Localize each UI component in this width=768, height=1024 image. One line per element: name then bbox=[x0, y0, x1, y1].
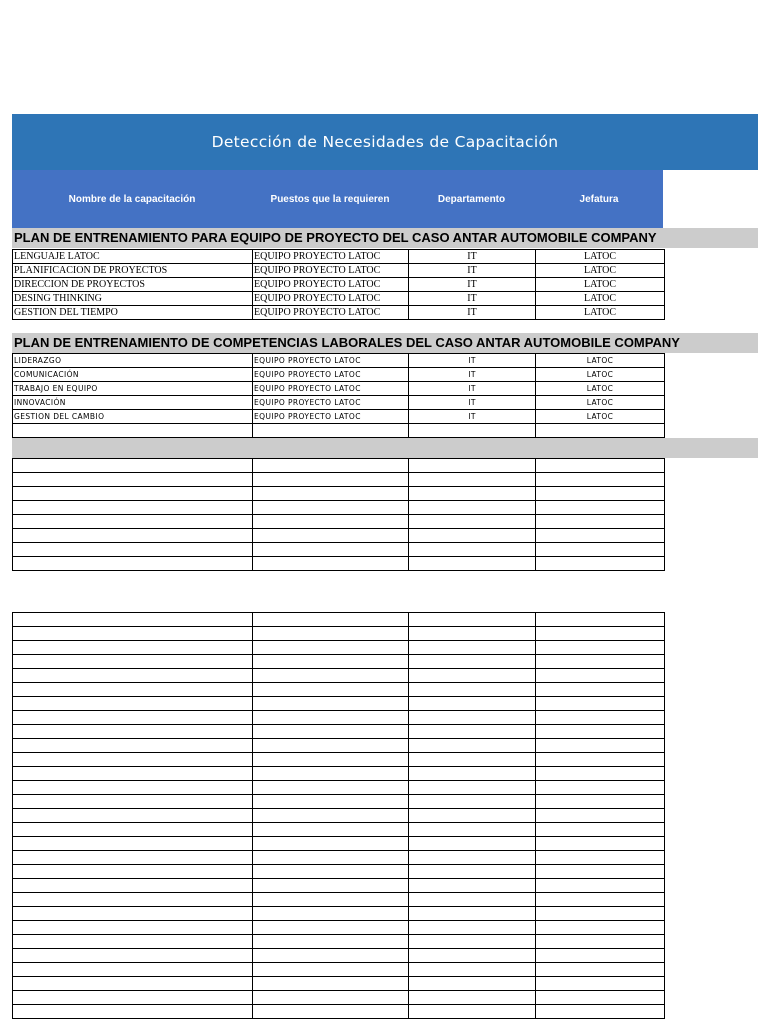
table-cell[interactable] bbox=[253, 907, 409, 921]
table-row bbox=[13, 501, 665, 515]
table-row bbox=[13, 907, 665, 921]
table-cell[interactable] bbox=[536, 669, 665, 683]
table-cell[interactable] bbox=[409, 865, 536, 879]
table-cell[interactable] bbox=[13, 543, 253, 557]
page-title: Detección de Necesidades de Capacitación bbox=[12, 114, 758, 170]
table-cell[interactable] bbox=[536, 893, 665, 907]
table-row bbox=[13, 935, 665, 949]
table-cell[interactable] bbox=[409, 809, 536, 823]
table-row bbox=[13, 963, 665, 977]
table-cell[interactable] bbox=[409, 641, 536, 655]
table-cell[interactable] bbox=[409, 1005, 536, 1019]
table-cell[interactable] bbox=[536, 963, 665, 977]
table-cell[interactable]: IT bbox=[409, 382, 536, 396]
table-cell[interactable] bbox=[536, 459, 665, 473]
table-cell[interactable] bbox=[409, 921, 536, 935]
table-cell[interactable] bbox=[253, 949, 409, 963]
table-row bbox=[13, 781, 665, 795]
table-cell[interactable]: LATOC bbox=[536, 250, 665, 264]
table-row bbox=[13, 459, 665, 473]
table-row bbox=[13, 795, 665, 809]
table-cell[interactable] bbox=[253, 935, 409, 949]
table-cell[interactable] bbox=[536, 515, 665, 529]
table-cell[interactable] bbox=[13, 963, 253, 977]
table-cell[interactable] bbox=[253, 543, 409, 557]
table-row bbox=[13, 306, 665, 320]
table-cell[interactable] bbox=[536, 921, 665, 935]
table-row bbox=[13, 823, 665, 837]
table-row bbox=[13, 865, 665, 879]
table-cell[interactable] bbox=[253, 655, 409, 669]
table-cell[interactable] bbox=[409, 949, 536, 963]
section-heading-project-team: PLAN DE ENTRENAMIENTO PARA EQUIPO DE PROYECTO DEL CASO ANTAR AUTOMOBILE COMPANY bbox=[12, 228, 758, 248]
table-cell[interactable] bbox=[13, 515, 253, 529]
table-row bbox=[13, 949, 665, 963]
table-row bbox=[13, 697, 665, 711]
table-cell[interactable] bbox=[409, 683, 536, 697]
competencies-table bbox=[12, 353, 665, 438]
table-row bbox=[13, 921, 665, 935]
table-cell[interactable]: EQUIPO PROYECTO LATOC bbox=[253, 306, 409, 320]
table-cell[interactable] bbox=[13, 753, 253, 767]
table-cell[interactable] bbox=[253, 823, 409, 837]
table-cell[interactable] bbox=[253, 711, 409, 725]
table-cell[interactable] bbox=[13, 837, 253, 851]
table-row bbox=[13, 977, 665, 991]
table-cell[interactable] bbox=[409, 529, 536, 543]
table-cell[interactable] bbox=[253, 697, 409, 711]
table-cell[interactable] bbox=[536, 753, 665, 767]
table-cell[interactable] bbox=[253, 739, 409, 753]
table-cell[interactable] bbox=[253, 865, 409, 879]
table-cell[interactable] bbox=[13, 809, 253, 823]
table-cell[interactable] bbox=[409, 851, 536, 865]
table-cell[interactable]: LATOC bbox=[536, 278, 665, 292]
column-header-manager: Jefatura bbox=[579, 193, 619, 205]
table-cell[interactable] bbox=[13, 795, 253, 809]
table-cell[interactable] bbox=[409, 795, 536, 809]
table-cell[interactable] bbox=[536, 613, 665, 627]
table-row bbox=[13, 382, 665, 396]
table-cell[interactable]: LATOC bbox=[536, 368, 665, 382]
table-cell[interactable]: EQUIPO PROYECTO LATOC bbox=[253, 410, 409, 424]
table-cell[interactable] bbox=[409, 543, 536, 557]
table-row bbox=[13, 529, 665, 543]
table-cell[interactable]: LATOC bbox=[536, 410, 665, 424]
table-cell[interactable] bbox=[409, 907, 536, 921]
table-cell[interactable]: EQUIPO PROYECTO LATOC bbox=[253, 368, 409, 382]
table-row bbox=[13, 655, 665, 669]
table-cell[interactable] bbox=[13, 991, 253, 1005]
table-cell[interactable]: IT bbox=[409, 264, 536, 278]
table-cell[interactable] bbox=[536, 1005, 665, 1019]
table-cell[interactable] bbox=[536, 935, 665, 949]
table-cell[interactable] bbox=[536, 529, 665, 543]
table-cell[interactable] bbox=[13, 725, 253, 739]
table-cell[interactable] bbox=[409, 501, 536, 515]
table-row bbox=[13, 711, 665, 725]
table-cell[interactable] bbox=[253, 921, 409, 935]
table-cell[interactable] bbox=[536, 543, 665, 557]
table-row bbox=[13, 410, 665, 424]
table-cell[interactable] bbox=[13, 921, 253, 935]
table-cell[interactable] bbox=[536, 655, 665, 669]
table-cell[interactable]: IT bbox=[409, 250, 536, 264]
table-cell[interactable]: IT bbox=[409, 292, 536, 306]
table-cell[interactable] bbox=[536, 823, 665, 837]
section-heading-competencies: PLAN DE ENTRENAMIENTO DE COMPETENCIAS LABORALES DEL CASO ANTAR AUTOMOBILE COMPANY bbox=[12, 333, 758, 353]
table-cell[interactable] bbox=[409, 977, 536, 991]
table-cell[interactable] bbox=[253, 837, 409, 851]
table-cell[interactable]: EQUIPO PROYECTO LATOC bbox=[253, 264, 409, 278]
table-row bbox=[13, 683, 665, 697]
table-cell[interactable] bbox=[13, 949, 253, 963]
table-row bbox=[13, 641, 665, 655]
table-row bbox=[13, 767, 665, 781]
table-cell[interactable] bbox=[253, 753, 409, 767]
table-cell[interactable] bbox=[13, 669, 253, 683]
table-cell[interactable] bbox=[536, 865, 665, 879]
table-cell[interactable] bbox=[253, 809, 409, 823]
table-cell[interactable] bbox=[409, 459, 536, 473]
table-cell[interactable]: LATOC bbox=[536, 382, 665, 396]
table-cell[interactable]: INNOVACIÓN bbox=[13, 396, 253, 410]
table-cell[interactable]: EQUIPO PROYECTO LATOC bbox=[253, 278, 409, 292]
table-row bbox=[13, 851, 665, 865]
table-cell[interactable]: IT bbox=[409, 306, 536, 320]
table-cell[interactable] bbox=[13, 977, 253, 991]
table-cell[interactable] bbox=[253, 557, 409, 571]
table-cell[interactable] bbox=[409, 823, 536, 837]
table-row bbox=[13, 991, 665, 1005]
empty-table-1 bbox=[12, 458, 665, 571]
project-team-table bbox=[12, 249, 665, 320]
table-cell[interactable] bbox=[13, 627, 253, 641]
table-cell[interactable] bbox=[253, 683, 409, 697]
table-cell[interactable] bbox=[253, 1005, 409, 1019]
table-cell[interactable]: IT bbox=[409, 278, 536, 292]
table-cell[interactable] bbox=[13, 879, 253, 893]
table-row bbox=[13, 809, 665, 823]
table-cell[interactable]: LATOC bbox=[536, 292, 665, 306]
section-heading-empty bbox=[12, 438, 758, 458]
table-cell[interactable] bbox=[536, 697, 665, 711]
table-cell[interactable] bbox=[253, 613, 409, 627]
table-cell[interactable] bbox=[253, 977, 409, 991]
table-cell[interactable]: PLANIFICACION DE PROYECTOS bbox=[13, 264, 253, 278]
table-cell[interactable] bbox=[253, 879, 409, 893]
table-cell[interactable] bbox=[409, 893, 536, 907]
column-header-positions: Puestos que la requieren bbox=[270, 193, 390, 205]
table-cell[interactable]: EQUIPO PROYECTO LATOC bbox=[253, 382, 409, 396]
table-row bbox=[13, 613, 665, 627]
table-cell[interactable] bbox=[536, 501, 665, 515]
table-cell[interactable] bbox=[409, 935, 536, 949]
table-cell[interactable]: EQUIPO PROYECTO LATOC bbox=[253, 292, 409, 306]
table-cell[interactable] bbox=[13, 935, 253, 949]
table-cell[interactable] bbox=[409, 711, 536, 725]
table-cell[interactable] bbox=[13, 711, 253, 725]
table-cell[interactable]: LENGUAJE LATOC bbox=[13, 250, 253, 264]
table-cell[interactable] bbox=[536, 907, 665, 921]
table-cell[interactable] bbox=[409, 424, 536, 438]
table-cell[interactable] bbox=[536, 879, 665, 893]
table-cell[interactable]: GESTION DEL CAMBIO bbox=[13, 410, 253, 424]
table-cell[interactable] bbox=[536, 557, 665, 571]
table-cell[interactable] bbox=[536, 949, 665, 963]
table-cell[interactable]: LIDERAZGO bbox=[13, 354, 253, 368]
table-cell[interactable] bbox=[409, 837, 536, 851]
table-cell[interactable] bbox=[409, 613, 536, 627]
table-cell[interactable] bbox=[13, 683, 253, 697]
table-cell[interactable] bbox=[536, 767, 665, 781]
table-row bbox=[13, 739, 665, 753]
table-cell[interactable] bbox=[253, 627, 409, 641]
table-cell[interactable]: LATOC bbox=[536, 264, 665, 278]
table-cell[interactable] bbox=[13, 487, 253, 501]
table-cell[interactable] bbox=[409, 655, 536, 669]
table-cell[interactable] bbox=[253, 963, 409, 977]
table-row bbox=[13, 893, 665, 907]
column-header-name: Nombre de la capacitación bbox=[68, 193, 196, 205]
table-cell[interactable] bbox=[253, 529, 409, 543]
table-cell[interactable] bbox=[13, 613, 253, 627]
table-cell[interactable] bbox=[13, 851, 253, 865]
table-cell[interactable]: EQUIPO PROYECTO LATOC bbox=[253, 250, 409, 264]
table-cell[interactable]: LATOC bbox=[536, 354, 665, 368]
table-row bbox=[13, 669, 665, 683]
table-cell[interactable] bbox=[253, 725, 409, 739]
table-cell[interactable] bbox=[409, 753, 536, 767]
table-cell[interactable]: DIRECCION DE PROYECTOS bbox=[13, 278, 253, 292]
table-cell[interactable]: IT bbox=[409, 368, 536, 382]
table-cell[interactable] bbox=[536, 739, 665, 753]
table-cell[interactable]: LATOC bbox=[536, 396, 665, 410]
column-header-row bbox=[12, 170, 663, 228]
table-cell[interactable] bbox=[409, 725, 536, 739]
table-cell[interactable] bbox=[409, 627, 536, 641]
table-cell[interactable] bbox=[253, 669, 409, 683]
table-row bbox=[13, 879, 665, 893]
table-cell[interactable] bbox=[536, 977, 665, 991]
table-cell[interactable] bbox=[536, 991, 665, 1005]
table-cell[interactable] bbox=[253, 767, 409, 781]
table-row bbox=[13, 725, 665, 739]
table-cell[interactable] bbox=[536, 851, 665, 865]
table-cell[interactable]: IT bbox=[409, 410, 536, 424]
table-row bbox=[13, 396, 665, 410]
table-cell[interactable] bbox=[253, 501, 409, 515]
table-cell[interactable] bbox=[536, 683, 665, 697]
table-cell[interactable]: COMUNICACIÓN bbox=[13, 368, 253, 382]
table-row bbox=[13, 837, 665, 851]
table-cell[interactable] bbox=[536, 627, 665, 641]
table-cell[interactable] bbox=[253, 851, 409, 865]
table-cell[interactable] bbox=[409, 963, 536, 977]
table-cell[interactable] bbox=[13, 529, 253, 543]
table-cell[interactable] bbox=[13, 739, 253, 753]
table-cell[interactable] bbox=[536, 725, 665, 739]
column-header-department: Departamento bbox=[437, 193, 506, 205]
table-cell[interactable] bbox=[13, 781, 253, 795]
table-cell[interactable] bbox=[13, 767, 253, 781]
table-cell[interactable]: EQUIPO PROYECTO LATOC bbox=[253, 354, 409, 368]
table-cell[interactable] bbox=[253, 424, 409, 438]
table-row bbox=[13, 557, 665, 571]
table-cell[interactable]: TRABAJO EN EQUIPO bbox=[13, 382, 253, 396]
table-cell[interactable] bbox=[13, 655, 253, 669]
table-cell[interactable] bbox=[253, 473, 409, 487]
table-row bbox=[13, 292, 665, 306]
table-cell[interactable] bbox=[409, 879, 536, 893]
table-cell[interactable] bbox=[13, 557, 253, 571]
table-row bbox=[13, 250, 665, 264]
table-row bbox=[13, 543, 665, 557]
table-cell[interactable] bbox=[253, 781, 409, 795]
table-cell[interactable] bbox=[409, 739, 536, 753]
table-cell[interactable] bbox=[253, 991, 409, 1005]
table-row bbox=[13, 368, 665, 382]
table-cell[interactable] bbox=[13, 865, 253, 879]
table-cell[interactable] bbox=[536, 809, 665, 823]
table-cell[interactable] bbox=[536, 837, 665, 851]
table-cell[interactable] bbox=[536, 473, 665, 487]
table-cell[interactable] bbox=[536, 424, 665, 438]
table-cell[interactable] bbox=[253, 641, 409, 655]
table-cell[interactable] bbox=[409, 669, 536, 683]
table-cell[interactable]: DESING THINKING bbox=[13, 292, 253, 306]
table-cell[interactable] bbox=[253, 487, 409, 501]
table-row bbox=[13, 354, 665, 368]
table-cell[interactable] bbox=[536, 781, 665, 795]
table-cell[interactable] bbox=[536, 795, 665, 809]
table-cell[interactable]: IT bbox=[409, 396, 536, 410]
table-cell[interactable] bbox=[536, 487, 665, 501]
table-cell[interactable] bbox=[253, 893, 409, 907]
table-cell[interactable] bbox=[13, 459, 253, 473]
table-cell[interactable]: GESTION DEL TIEMPO bbox=[13, 306, 253, 320]
table-cell[interactable] bbox=[409, 473, 536, 487]
table-cell[interactable] bbox=[409, 991, 536, 1005]
table-cell[interactable] bbox=[13, 501, 253, 515]
table-row bbox=[13, 1005, 665, 1019]
empty-table-2 bbox=[12, 612, 665, 1019]
table-cell[interactable] bbox=[536, 711, 665, 725]
table-cell[interactable] bbox=[253, 795, 409, 809]
table-row bbox=[13, 487, 665, 501]
table-cell[interactable] bbox=[13, 823, 253, 837]
table-cell[interactable] bbox=[409, 781, 536, 795]
table-row bbox=[13, 627, 665, 641]
table-row bbox=[13, 473, 665, 487]
table-cell[interactable] bbox=[409, 697, 536, 711]
table-cell[interactable] bbox=[409, 487, 536, 501]
table-row bbox=[13, 264, 665, 278]
table-cell[interactable] bbox=[13, 697, 253, 711]
table-cell[interactable] bbox=[409, 767, 536, 781]
table-cell[interactable] bbox=[13, 1005, 253, 1019]
table-cell[interactable] bbox=[13, 424, 253, 438]
table-row bbox=[13, 753, 665, 767]
table-row bbox=[13, 278, 665, 292]
table-cell[interactable] bbox=[253, 515, 409, 529]
table-cell[interactable] bbox=[13, 641, 253, 655]
table-cell[interactable] bbox=[409, 515, 536, 529]
table-cell[interactable] bbox=[409, 557, 536, 571]
table-row bbox=[13, 515, 665, 529]
table-cell[interactable] bbox=[253, 459, 409, 473]
table-cell[interactable]: LATOC bbox=[536, 306, 665, 320]
table-cell[interactable] bbox=[13, 893, 253, 907]
table-cell[interactable] bbox=[536, 641, 665, 655]
table-row bbox=[13, 424, 665, 438]
table-cell[interactable]: EQUIPO PROYECTO LATOC bbox=[253, 396, 409, 410]
table-cell[interactable] bbox=[13, 473, 253, 487]
table-cell[interactable] bbox=[13, 907, 253, 921]
table-cell[interactable]: IT bbox=[409, 354, 536, 368]
